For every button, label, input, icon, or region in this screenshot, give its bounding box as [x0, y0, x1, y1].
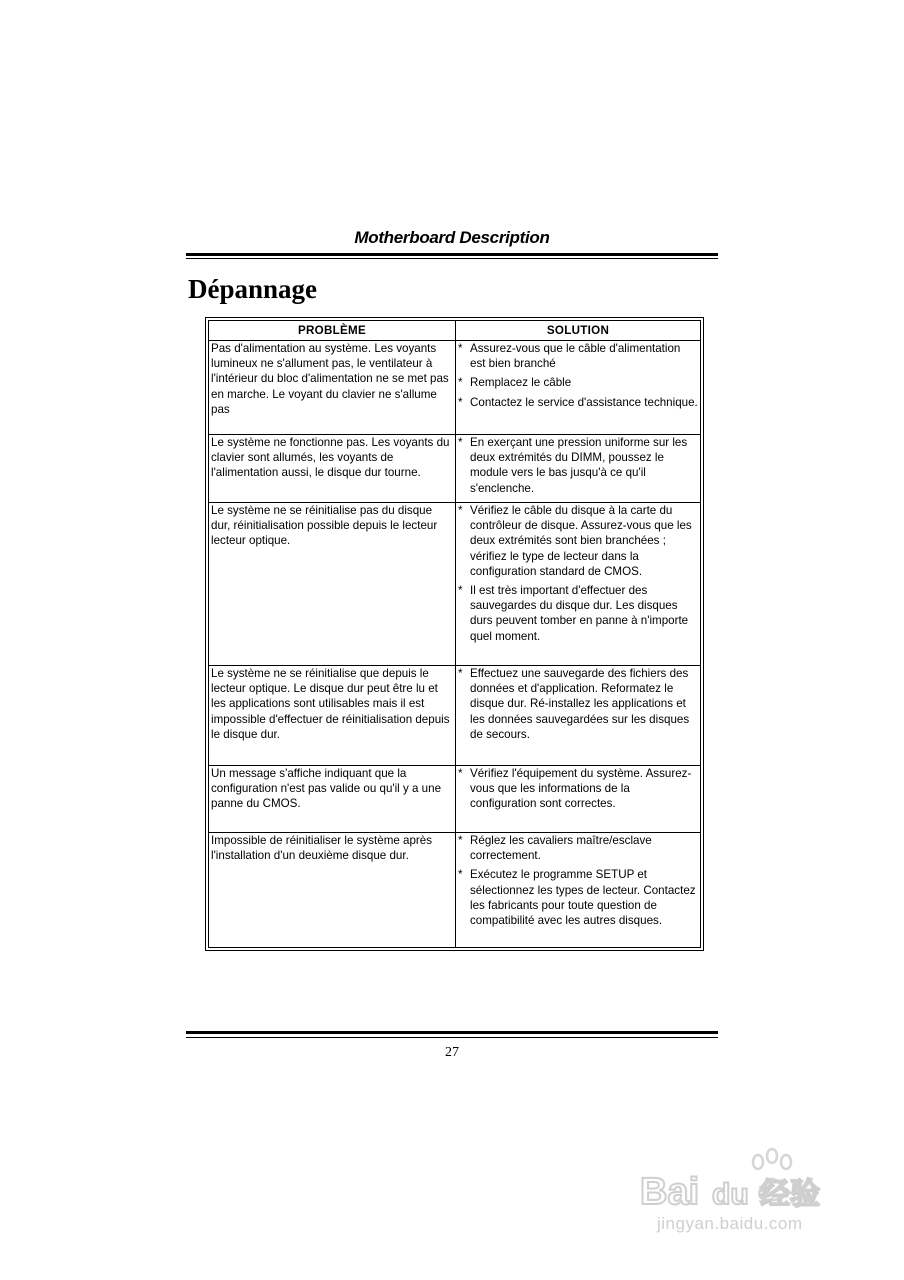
- solution-item: * Vérifiez l'équipement du système. Assurez-vous que les informations de la configuration sont correctes.: [458, 767, 692, 811]
- page-heading: Dépannage: [188, 274, 318, 304]
- svg-text:du: du: [712, 1178, 749, 1211]
- solution-item: * Il est très important d'effectuer des sauvegardes du disque dur. Les disques durs peuvent tomber en panne à n'importe quel moment.: [458, 584, 689, 643]
- solution-item: * Assurez-vous que le câble d'alimentation est bien branché: [458, 342, 681, 371]
- solution-item: * Réglez les cavaliers maître/esclave correctement.: [458, 834, 652, 863]
- table-row: [209, 833, 701, 948]
- solution-cell: [456, 341, 701, 435]
- troubleshooting-table-frame: [205, 317, 704, 951]
- problem-cell: Un message s'affiche indiquant que la configuration n'est pas valide ou qu'il y a une panne du CMOS.: [209, 766, 456, 833]
- problem-cell: Pas d'alimentation au système. Les voyants lumineux ne s'allument pas, le ventilateur à l'intérieur du bloc d'alimentation ne se met pas en marche. Le voyant du clavier ne s'allume pas: [209, 341, 456, 435]
- troubleshooting-table: [208, 320, 701, 948]
- page-number: 27: [445, 1045, 459, 1060]
- footer-rule-thin: [186, 1037, 718, 1038]
- solution-item: * Remplacez le câble: [458, 376, 572, 390]
- solution-cell: [456, 503, 701, 666]
- problem-cell: Le système ne se réinitialise que depuis le lecteur optique. Le disque dur peut être lu et les applications sont utilisables mais il est impossible d'effectuer de réinitialisation depuis le disque dur.: [209, 666, 456, 766]
- solution-cell: [456, 766, 701, 833]
- svg-text:Bai: Bai: [640, 1171, 700, 1213]
- problem-cell: Le système ne fonctionne pas. Les voyants du clavier sont allumés, les voyants de l'alimentation aussi, le disque dur tourne.: [209, 435, 456, 503]
- header-rule-thick: [186, 253, 718, 256]
- table-header-row: [209, 321, 701, 341]
- table-row: [209, 666, 701, 766]
- watermark-site-text: jingyan.baidu.com: [657, 1214, 803, 1233]
- header-rule-thin: [186, 258, 718, 259]
- solution-item: * En exerçant une pression uniforme sur les deux extrémités du DIMM, poussez le module vers le bas jusqu'à ce qu'il s'enclenche.: [458, 436, 688, 495]
- table-row: [209, 766, 701, 833]
- solution-cell: [456, 666, 701, 766]
- table-row: [209, 341, 701, 435]
- problem-cell: Impossible de réinitialiser le système après l'installation d'un deuxième disque dur.: [209, 833, 456, 948]
- column-header-problem: PROBLÈME: [209, 321, 456, 341]
- running-header-title: Motherboard Description: [354, 228, 550, 247]
- solution-item: * Vérifiez le câble du disque à la carte du contrôleur de disque. Assurez-vous que les deux extrémités sont bien branchées ; vérifiez le type de lecteur dans la configuration standard de CMOS.: [458, 504, 692, 578]
- svg-text:经验: 经验: [760, 1177, 820, 1212]
- solution-item: * Exécutez le programme SETUP et sélectionnez les types de lecteur. Contactez les fabricants pour toute question de compatibilité avec les autres disques.: [458, 868, 696, 928]
- problem-cell: Le système ne se réinitialise pas du disque dur, réinitialisation possible depuis le lecteur lecteur optique.: [209, 503, 456, 666]
- solution-item: * Contactez le service d'assistance technique.: [458, 395, 698, 409]
- solution-item: * Effectuez une sauvegarde des fichiers des données et d'application. Reformatez le disque dur. Ré-installez les applications et les données sauvegardées sur les disques de secours.: [458, 667, 690, 741]
- table-row: [209, 503, 701, 666]
- column-header-solution: SOLUTION: [456, 321, 701, 341]
- footer-rule-thick: [186, 1031, 718, 1034]
- solution-cell: [456, 435, 701, 503]
- solution-cell: [456, 833, 701, 948]
- table-row: [209, 435, 701, 503]
